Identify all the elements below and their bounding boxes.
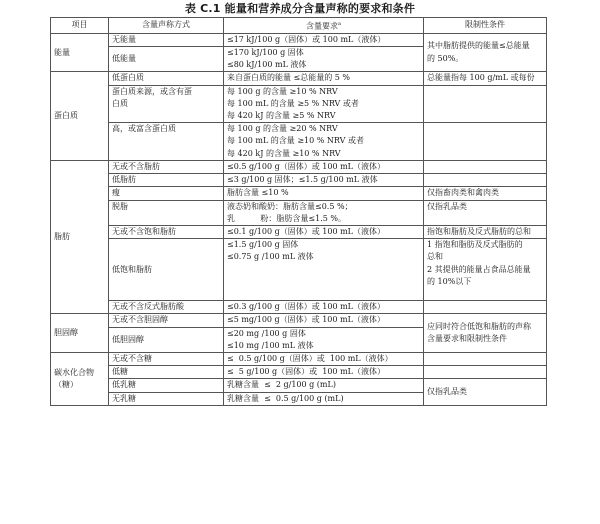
condition-cell	[424, 123, 547, 161]
item-protein: 蛋白质	[51, 72, 109, 160]
requirement-cell: 乳糖含量 ≤ 2 g/100 g (mL)	[224, 379, 424, 392]
condition-cell: 总能量指每 100 g/mL 或每份	[424, 72, 547, 85]
condition-cell	[424, 352, 547, 365]
table-row	[51, 379, 547, 392]
condition-cell	[424, 301, 547, 314]
method-cell: 脱脂	[109, 200, 224, 225]
header-requirement	[224, 18, 424, 34]
method-cell: 无能量	[109, 33, 224, 46]
method-cell: 无或不含脂肪	[109, 160, 224, 173]
header-condition: 限制性条件	[424, 18, 547, 34]
item-fat: 脂肪	[51, 160, 109, 313]
table-row	[51, 123, 547, 161]
condition-cell: 指饱和脂肪及反式脂肪的总和	[424, 225, 547, 238]
table-row	[51, 160, 547, 173]
condition-cell	[424, 85, 547, 123]
method-cell: 蛋白质来源，或含有蛋 白质	[109, 85, 224, 123]
requirement-cell: 每 100 g 的含量 ≥10 % NRV 每 100 mL 的含量 ≥5 % NRV 或者 每 420 kJ 的含量 ≥5 % NRV	[224, 85, 424, 123]
item-cholesterol: 胆固醇	[51, 314, 109, 353]
header-row	[51, 18, 547, 34]
method-cell: 低乳糖	[109, 379, 224, 392]
method-cell: 无乳糖	[109, 392, 224, 405]
requirement-cell: 来自蛋白质的能量 ≤总能量的 5 %	[224, 72, 424, 85]
method-cell: 无或不含糖	[109, 352, 224, 365]
header-requirement-label: 含量要求	[306, 21, 338, 31]
method-cell: 低蛋白质	[109, 72, 224, 85]
header-method: 含量声称方式	[109, 18, 224, 34]
table-row	[51, 174, 547, 187]
requirement-cell: ≤5 mg/100 g（固体）或 100 mL（液体）	[224, 314, 424, 327]
requirement-cell: 液态奶和酸奶：脂肪含量≤0.5 %； 乳 粉：脂肪含量≤1.5 %。	[224, 200, 424, 225]
table-row	[51, 225, 547, 238]
table-row	[51, 366, 547, 379]
requirement-cell: ≤ 0.5 g/100 g（固体）或 100 mL（液体）	[224, 352, 424, 365]
table-row	[51, 239, 547, 301]
condition-cell: 1 指饱和脂肪及反式脂肪的 总和 2 其提供的能量占食品总能量 的 10%以下	[424, 239, 547, 301]
condition-cell	[424, 174, 547, 187]
item-carbohydrate: 碳水化合物 （糖）	[51, 352, 109, 405]
requirement-cell: ≤170 kJ/100 g 固体 ≤80 kJ/100 mL 液体	[224, 47, 424, 72]
requirement-cell: ≤ 5 g/100 g（固体）或 100 mL（液体）	[224, 366, 424, 379]
requirement-cell: ≤0.5 g/100 g（固体）或 100 mL（液体）	[224, 160, 424, 173]
method-cell: 低胆固醇	[109, 327, 224, 352]
requirement-cell: ≤3 g/100 g 固体；≤1.5 g/100 mL 液体	[224, 174, 424, 187]
requirement-cell: 乳糖含量 ≤ 0.5 g/100 g (mL)	[224, 392, 424, 405]
method-cell: 低糖	[109, 366, 224, 379]
footnote-ref: a	[338, 21, 341, 27]
requirement-cell: ≤20 mg /100 g 固体 ≤10 mg /100 mL 液体	[224, 327, 424, 352]
condition-cell: 其中脂肪提供的能量≤总能量 的 50%。	[424, 33, 547, 72]
condition-cell: 仅指乳品类	[424, 200, 547, 225]
condition-cell	[424, 366, 547, 379]
table-row	[51, 301, 547, 314]
method-cell: 无或不含饱和脂肪	[109, 225, 224, 238]
method-cell: 低能量	[109, 47, 224, 72]
table-row	[51, 187, 547, 200]
condition-cell: 仅指乳品类	[424, 379, 547, 405]
requirement-cell: 脂肪含量 ≤10 %	[224, 187, 424, 200]
item-energy: 能量	[51, 33, 109, 72]
requirement-cell: ≤1.5 g/100 g 固体 ≤0.75 g /100 mL 液体	[224, 239, 424, 301]
header-item: 项目	[51, 18, 109, 34]
method-cell: 瘦	[109, 187, 224, 200]
condition-cell: 应同时符合低饱和脂肪的声称 含量要求和限制性条件	[424, 314, 547, 353]
table-row	[51, 33, 547, 46]
nutrition-claims-table	[50, 17, 547, 406]
method-cell: 低脂肪	[109, 174, 224, 187]
table-row	[51, 72, 547, 85]
method-cell: 高，或富含蛋白质	[109, 123, 224, 161]
requirement-cell: ≤0.3 g/100 g（固体）或 100 mL（液体）	[224, 301, 424, 314]
method-cell: 低饱和脂肪	[109, 239, 224, 301]
table-title: 表 C.1 能量和营养成分含量声称的要求和条件	[184, 2, 416, 15]
method-cell: 无或不含胆固醇	[109, 314, 224, 327]
requirement-cell: ≤0.1 g/100 g（固体）或 100 mL（液体）	[224, 225, 424, 238]
condition-cell	[424, 160, 547, 173]
table-row	[51, 200, 547, 225]
condition-cell: 仅指畜肉类和禽肉类	[424, 187, 547, 200]
requirement-cell: ≤17 kJ/100 g（固体）或 100 mL（液体）	[224, 33, 424, 46]
table-row	[51, 352, 547, 365]
table-row	[51, 314, 547, 327]
method-cell: 无或不含反式脂肪酸	[109, 301, 224, 314]
table-row	[51, 85, 547, 123]
requirement-cell: 每 100 g 的含量 ≥20 % NRV 每 100 mL 的含量 ≥10 % NRV 或者 每 420 kJ 的含量 ≥10 % NRV	[224, 123, 424, 161]
